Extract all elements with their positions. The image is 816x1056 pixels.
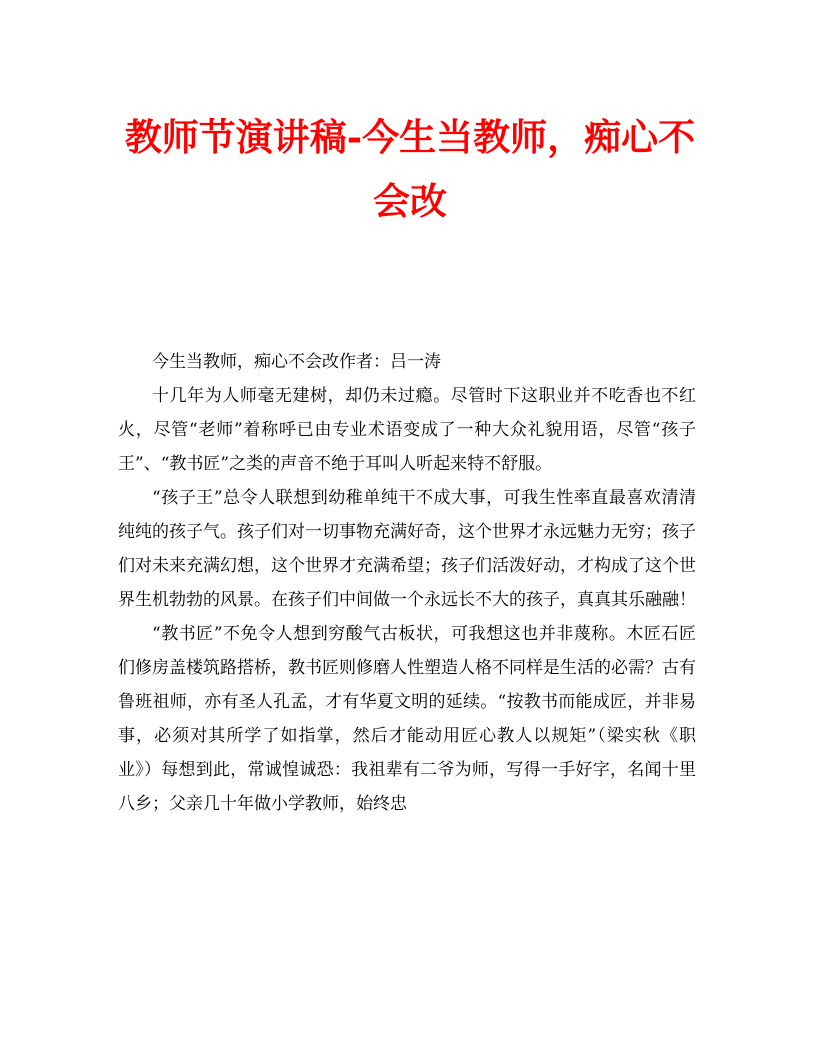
paragraph-author-line: 今生当教师，痴心不会改作者：吕一涛 [152,352,441,372]
paragraph: “孩子王”总令人联想到幼稚单纯干不成大事，可我生性率直最喜欢清清纯纯的孩子气。孩子们对一切事物充满好奇，这个世界才永远魅力无穷；孩子们对未来充满幻想，这个世界才充满希望；孩子们活泼好动，才构成了这个世界生机勃勃的风景。在孩子们中间做一个永远长不大的孩子，真真其乐融融！ [118,488,696,610]
paragraph: “教书匠”不免令人想到穷酸气古板状，可我想这也并非蔑称。木匠石匠们修房盖楼筑路搭桥，教书匠则修磨人性塑造人格不同样是生活的必需？古有鲁班祖师，亦有圣人孔孟，才有华夏文明的延续。“按教书而能成匠，并非易事，必须对其所学了如指掌，然后才能动用匠心教人以规矩”（梁实秋《职业》）每想到此，常诚惶诚恐：我祖辈有二爷为师，写得一手好字，名闻十里八乡；父亲几十年做小学教师，始终忠 [118,624,696,814]
document-body [118,345,696,821]
paragraph: 十几年为人师毫无建树，却仍未过瘾。尽管时下这职业并不吃香也不红火，尽管“老师”着称呼已由专业术语变成了一种大众礼貌用语，尽管“孩子王”、“教书匠”之类的声音不绝于耳叫人听起来特不舒服。 [118,386,696,474]
document-title: 教师节演讲稿-今生当教师，痴心不会改 [124,115,696,223]
